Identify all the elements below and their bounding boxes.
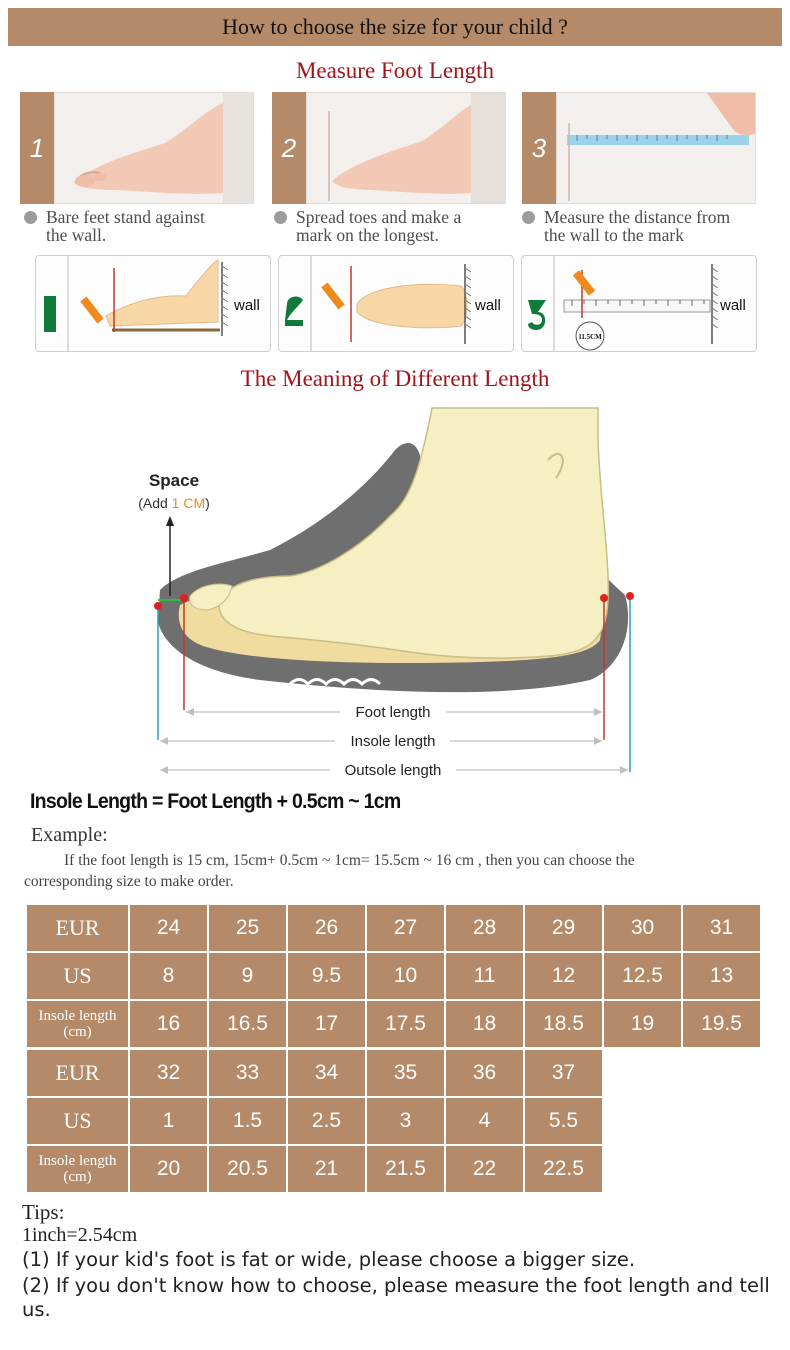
- diagram-step-2: [278, 255, 514, 352]
- pencil-icon: [321, 283, 345, 310]
- step-1-caption: [22, 208, 205, 244]
- row-label-insole: Insole length (cm): [27, 1001, 128, 1047]
- diagram-step-3: [521, 255, 757, 352]
- table-cell: 18: [446, 1001, 523, 1047]
- table-row: [27, 905, 760, 951]
- table-cell: 1: [130, 1098, 207, 1144]
- foot-length-label: Foot length: [355, 704, 431, 721]
- table-cell: 16.5: [209, 1001, 286, 1047]
- table-cell: 20.5: [209, 1146, 286, 1192]
- measure-section-title: Measure Foot Length: [295, 58, 494, 83]
- space-label: Space: [148, 471, 200, 490]
- table-cell: 22.5: [525, 1146, 602, 1192]
- table-row: [27, 1001, 760, 1047]
- table-cell: 34: [288, 1050, 365, 1096]
- table-row: [27, 1050, 602, 1096]
- table-cell: 8: [130, 953, 207, 999]
- number-one-icon: [44, 296, 56, 332]
- ruler-badge-text: 11.5CM: [578, 333, 602, 341]
- step-number-1: 1: [20, 92, 54, 204]
- size-table-1: [25, 903, 762, 1049]
- table-cell: 29: [525, 905, 602, 951]
- bare-feet-photo: [54, 92, 254, 204]
- tip-1: (1) If your kid's foot is fat or wide, please choose a bigger size.: [22, 1248, 636, 1271]
- table-cell: 16: [130, 1001, 207, 1047]
- pencil-icon: [80, 297, 104, 324]
- shoe-length-diagram: [120, 400, 660, 780]
- example-label: Example:: [31, 824, 108, 846]
- photo-step-2: [272, 92, 506, 204]
- table-cell: 3: [367, 1098, 444, 1144]
- caption-line: Measure the distance from: [544, 207, 731, 227]
- space-add-label: (Add 1 CM): [138, 495, 210, 511]
- table-cell: 9.5: [288, 953, 365, 999]
- page-header: [8, 8, 782, 46]
- tips-section: [22, 1200, 782, 1322]
- table-cell: 37: [525, 1050, 602, 1096]
- header-title: How to choose the size for your child ?: [222, 14, 568, 39]
- table-cell: 18.5: [525, 1001, 602, 1047]
- table-cell: 19: [604, 1001, 681, 1047]
- table-row: [27, 1098, 602, 1144]
- table-cell: 22: [446, 1146, 523, 1192]
- table-cell: 12.5: [604, 953, 681, 999]
- table-cell: 36: [446, 1050, 523, 1096]
- table-cell: 31: [683, 905, 760, 951]
- ruler-graphic: [564, 300, 710, 312]
- table-cell: 21.5: [367, 1146, 444, 1192]
- wall-label: wall: [234, 297, 260, 314]
- table-cell: 20: [130, 1146, 207, 1192]
- bullet-dot-icon: [522, 211, 535, 224]
- number-three-icon: [528, 300, 546, 330]
- table-cell: 4: [446, 1098, 523, 1144]
- step-number-2: 2: [272, 92, 306, 204]
- insole-length-label: Insole length: [350, 733, 436, 750]
- table-cell: 9: [209, 953, 286, 999]
- table-cell: 26: [288, 905, 365, 951]
- table-cell: 17.5: [367, 1001, 444, 1047]
- table-cell: 32: [130, 1050, 207, 1096]
- table-cell: 17: [288, 1001, 365, 1047]
- step-number-3: 3: [522, 92, 556, 204]
- example-text: If the foot length is 15 cm, 15cm+ 0.5cm ~ 1cm= 15.5cm ~ 16 cm , then you can choose the corresponding size to make order.: [24, 852, 635, 890]
- photo-step-3: [522, 92, 756, 204]
- table-cell: 11: [446, 953, 523, 999]
- caption-line: the wall to the mark: [544, 225, 684, 245]
- tips-conversion: 1inch=2.54cm: [22, 1224, 138, 1246]
- row-label-us: US: [27, 1098, 128, 1144]
- table-cell: 21: [288, 1146, 365, 1192]
- row-label-eur: EUR: [27, 1050, 128, 1096]
- tip-2: (2) If you don't know how to choose, please measure the foot length and tell us.: [22, 1274, 770, 1321]
- bullet-dot-icon: [274, 211, 287, 224]
- pencil-icon: [573, 270, 595, 295]
- row-label-eur: EUR: [27, 905, 128, 951]
- tips-title: Tips:: [22, 1200, 65, 1224]
- wall-label: wall: [475, 297, 501, 314]
- table-cell: 19.5: [683, 1001, 760, 1047]
- photo-step-1: [20, 92, 254, 204]
- row-label-us: US: [27, 953, 128, 999]
- spread-toes-photo: [306, 92, 506, 204]
- measuring-tape-photo: [556, 92, 756, 204]
- table-row: [27, 953, 760, 999]
- table-cell: 1.5: [209, 1098, 286, 1144]
- table-cell: 25: [209, 905, 286, 951]
- caption-line: the wall.: [46, 225, 107, 245]
- insole-formula: Insole Length = Foot Length + 0.5cm ~ 1cm: [30, 790, 401, 813]
- table-cell: 10: [367, 953, 444, 999]
- size-table-2: [25, 1048, 604, 1194]
- table-cell: 5.5: [525, 1098, 602, 1144]
- step-3-caption: [520, 208, 730, 244]
- diagram-step-1: [35, 255, 271, 352]
- table-cell: 12: [525, 953, 602, 999]
- table-cell: 28: [446, 905, 523, 951]
- number-two-icon: [285, 297, 303, 326]
- step-2-caption: [272, 208, 461, 244]
- table-cell: 13: [683, 953, 760, 999]
- table-row: [27, 1146, 602, 1192]
- row-label-insole: Insole length (cm): [27, 1146, 128, 1192]
- table-cell: 27: [367, 905, 444, 951]
- wall-label: wall: [720, 297, 746, 314]
- caption-line: Bare feet stand against: [46, 207, 205, 227]
- meaning-section-title: The Meaning of Different Length: [240, 366, 550, 391]
- table-cell: 24: [130, 905, 207, 951]
- table-cell: 33: [209, 1050, 286, 1096]
- caption-line: mark on the longest.: [296, 225, 439, 245]
- outsole-length-label: Outsole length: [344, 762, 442, 779]
- table-cell: 30: [604, 905, 681, 951]
- table-cell: 35: [367, 1050, 444, 1096]
- bullet-dot-icon: [24, 211, 37, 224]
- table-cell: 2.5: [288, 1098, 365, 1144]
- caption-line: Spread toes and make a: [296, 207, 462, 227]
